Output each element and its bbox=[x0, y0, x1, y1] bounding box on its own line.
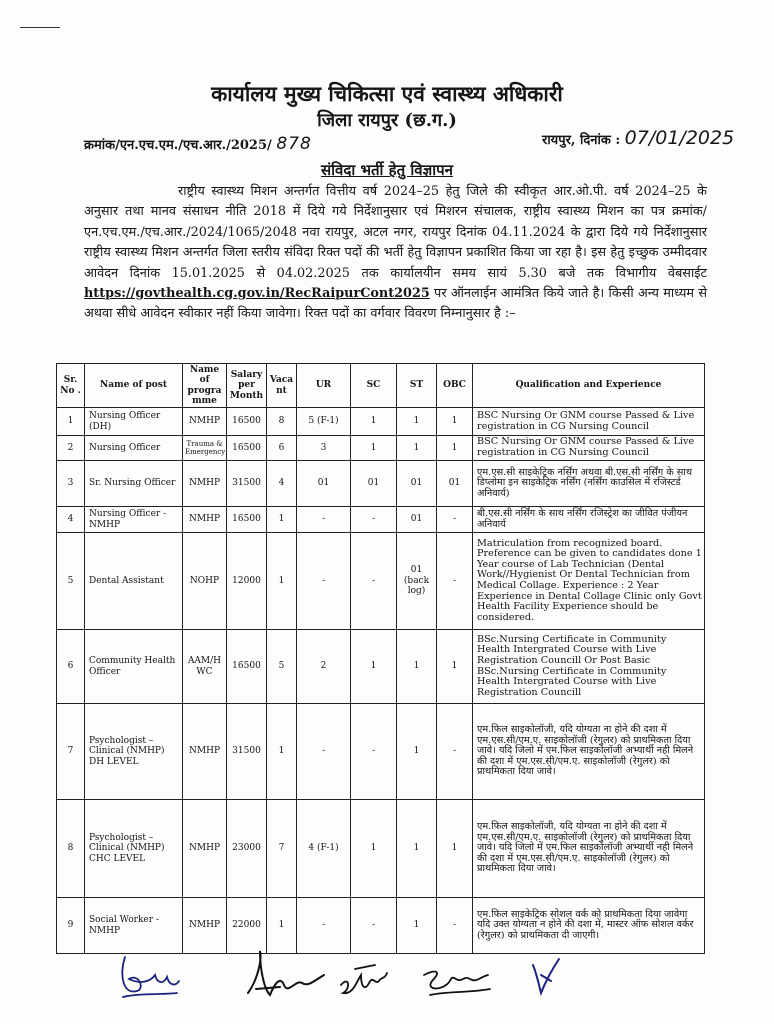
cell-ur: 3 bbox=[297, 436, 351, 461]
cell-post: Dental Assistant bbox=[85, 533, 183, 630]
col-header-sr: Sr. No . bbox=[57, 364, 85, 408]
col-header-ur: UR bbox=[297, 364, 351, 408]
cell-sc: - bbox=[351, 704, 397, 800]
cell-salary: 16500 bbox=[227, 630, 267, 704]
website-link[interactable]: https://govthealth.cg.gov.in/RecRaipurCont2025 bbox=[84, 286, 430, 302]
cell-sr: 9 bbox=[57, 898, 85, 954]
cell-qualification: BSC Nursing Or GNM course Passed & Live registration in CG Nursing Council bbox=[473, 436, 705, 461]
cell-st: 1 bbox=[397, 630, 437, 704]
table-row bbox=[57, 533, 705, 630]
cell-programme: NMHP bbox=[183, 800, 227, 898]
scan-mark bbox=[20, 27, 60, 28]
signature-2-icon bbox=[240, 945, 330, 1005]
signature-5-icon bbox=[525, 945, 565, 1005]
cell-sr: 6 bbox=[57, 630, 85, 704]
subject-heading bbox=[0, 160, 774, 180]
cell-qualification: एम.फिल साइकोलॉजी, यदि योग्यता ना होने की दशा में एम.एस.सी/एम.ए. साइकोलॉजी (रेगुलर) को प्राथमिकता दिया जावे। यदि जिलो में एम.फिल साइकोलॉजी अभ्यार्थी नही मिलने की दशा में एम.एस.सी/एम.ए. साइकोलॉजी (रेगुलर) को प्राथमिकता दिया जावे। bbox=[473, 704, 705, 800]
cell-st: 01 bbox=[397, 507, 437, 533]
cell-salary: 22000 bbox=[227, 898, 267, 954]
cell-salary: 12000 bbox=[227, 533, 267, 630]
cell-salary: 16500 bbox=[227, 436, 267, 461]
col-header-obc: OBC bbox=[437, 364, 473, 408]
cell-obc: 1 bbox=[437, 436, 473, 461]
cell-programme: NMHP bbox=[183, 461, 227, 507]
cell-qualification: Matriculation from recognized board. Preference can be given to candidates done 1 Year course of Lab Technician (Dental Work//Hygienist Or Dental Technician from Medical Collage. Experience : 2 Year Experience in Dental Collage Clinic only Govt Health Facility Experience should be considered. bbox=[473, 533, 705, 630]
cell-salary: 31500 bbox=[227, 704, 267, 800]
cell-st: 1 bbox=[397, 704, 437, 800]
cell-qualification: एम.फिल साइकेट्रिक सोशल वर्क को प्राथमिकता दिया जावेगा यदि उक्त योग्यता न होने की दशा में, मास्टर ऑफ सोशल वर्कर (रेगुलर) को प्राथमिकता दी जाएगी। bbox=[473, 898, 705, 954]
body-text-end: पर ऑनलाईन आमंत्रित किये जाते है। किसी अन्य माध्यम से अथवा सीधे आवेदन स्वीकार नहीं किया जावेगा। रिक्त पदों का वर्गवार विवरण निम्नानुसार है :– bbox=[84, 286, 707, 322]
place-date-label: रायपुर, दिनांक : bbox=[542, 133, 621, 148]
reference-label: क्रमांक/एन.एच.एम./एच.आर./2025/ bbox=[84, 138, 272, 153]
cell-sr: 8 bbox=[57, 800, 85, 898]
reference-number bbox=[84, 134, 312, 154]
handwritten-date: 07/01/2025 bbox=[624, 127, 735, 149]
cell-ur: - bbox=[297, 533, 351, 630]
vacancy-table bbox=[56, 363, 705, 954]
cell-programme: NOHP bbox=[183, 533, 227, 630]
office-title: कार्यालय मुख्य चिकित्सा एवं स्वास्थ्य अधिकारी bbox=[211, 81, 563, 106]
col-header-post: Name of post bbox=[85, 364, 183, 408]
cell-obc: 1 bbox=[437, 408, 473, 436]
signature-3-icon bbox=[335, 945, 390, 1005]
cell-ur: - bbox=[297, 898, 351, 954]
cell-vacant: 1 bbox=[267, 507, 297, 533]
cell-programme: NMHP bbox=[183, 507, 227, 533]
cell-programme: NMHP bbox=[183, 408, 227, 436]
col-header-salary: Salary per Month bbox=[227, 364, 267, 408]
cell-salary: 16500 bbox=[227, 507, 267, 533]
col-header-qualification: Qualification and Experience bbox=[473, 364, 705, 408]
cell-sr: 4 bbox=[57, 507, 85, 533]
body-paragraph bbox=[84, 182, 707, 325]
cell-post: Nursing Officer (DH) bbox=[85, 408, 183, 436]
cell-qualification: BSC Nursing Or GNM course Passed & Live registration in CG Nursing Council bbox=[473, 408, 705, 436]
cell-sr: 1 bbox=[57, 408, 85, 436]
table-row bbox=[57, 507, 705, 533]
cell-programme: Trauma & Emergency bbox=[183, 436, 227, 461]
cell-obc: - bbox=[437, 898, 473, 954]
table-row bbox=[57, 800, 705, 898]
table-row bbox=[57, 630, 705, 704]
signature-4-icon bbox=[418, 945, 498, 1005]
cell-sc: 01 bbox=[351, 461, 397, 507]
cell-salary: 23000 bbox=[227, 800, 267, 898]
col-header-programme: Name of progra mme bbox=[183, 364, 227, 408]
cell-post: Psychologist – Clinical (NMHP) DH LEVEL bbox=[85, 704, 183, 800]
cell-qualification: एम.एस.सी साइकेट्रिक नर्सिंग अथवा बी.एस.सी नर्सिंग के साथ डिप्लोमा इन साइकेट्रिक नर्सिंग (नर्सिंग काउसिल में रजिस्टर्ड अनिवार्य) bbox=[473, 461, 705, 507]
table-row bbox=[57, 408, 705, 436]
cell-st: 1 bbox=[397, 436, 437, 461]
cell-ur: - bbox=[297, 507, 351, 533]
cell-programme: NMHP bbox=[183, 704, 227, 800]
cell-st: 1 bbox=[397, 800, 437, 898]
cell-sc: - bbox=[351, 507, 397, 533]
cell-sr: 2 bbox=[57, 436, 85, 461]
cell-ur: 4 (F-1) bbox=[297, 800, 351, 898]
cell-sc: 1 bbox=[351, 630, 397, 704]
cell-post: Nursing Officer bbox=[85, 436, 183, 461]
cell-obc: - bbox=[437, 507, 473, 533]
cell-post: Community Health Officer bbox=[85, 630, 183, 704]
cell-sr: 7 bbox=[57, 704, 85, 800]
cell-programme: NMHP bbox=[183, 898, 227, 954]
cell-ur: 01 bbox=[297, 461, 351, 507]
table-row bbox=[57, 436, 705, 461]
cell-obc: 1 bbox=[437, 630, 473, 704]
table-header-row bbox=[57, 364, 705, 408]
cell-sc: 1 bbox=[351, 408, 397, 436]
cell-st: 01 bbox=[397, 461, 437, 507]
cell-obc: - bbox=[437, 533, 473, 630]
cell-post: Social Worker - NMHP bbox=[85, 898, 183, 954]
col-header-sc: SC bbox=[351, 364, 397, 408]
cell-obc: - bbox=[437, 704, 473, 800]
place-date bbox=[542, 127, 734, 149]
cell-post: Nursing Officer - NMHP bbox=[85, 507, 183, 533]
table-row bbox=[57, 461, 705, 507]
cell-vacant: 1 bbox=[267, 704, 297, 800]
cell-vacant: 8 bbox=[267, 408, 297, 436]
cell-ur: 5 (F-1) bbox=[297, 408, 351, 436]
cell-sc: 1 bbox=[351, 436, 397, 461]
col-header-vacant: Vaca nt bbox=[267, 364, 297, 408]
reference-handwritten-number: 878 bbox=[276, 134, 312, 154]
cell-sc: 1 bbox=[351, 800, 397, 898]
body-text: राष्ट्रीय स्वास्थ्य मिशन अन्तर्गत वित्तीय वर्ष 2024–25 हेतु जिले की स्वीकृत आर.ओ.पी. वर्ष 2024–25 के अनुसार तथा मानव संसाधन नीति 2018 में दिये गये निर्देशानुसार एवं मिशरन संचालक, राष्ट्रीय स्वास्थ्य मिशन का पत्र क्रमांक/एन.एच.एम./एच.आर./2024/1065/2048 नवा रायपुर, अटल नगर, रायपुर दिनांक 04.11.2024 के द्वारा दिये गये निर्देशानुसार राष्ट्रीय स्वास्थ्य मिशन अन्तर्गत जिला स्तरीय संविदा रिक्त पदों की भर्ती हेतु विज्ञापन प्रकाशित किया जा रहा है। इस हेतु इच्छुक उम्मीदवार आवेदन दिनांक 15.01.2025 से 04.02.2025 तक कार्यालयीन समय सायं 5.30 बजे तक विभागीय वेबसाईट bbox=[84, 184, 707, 281]
cell-st: 1 bbox=[397, 898, 437, 954]
cell-sr: 5 bbox=[57, 533, 85, 630]
cell-ur: - bbox=[297, 704, 351, 800]
cell-post: Psychologist – Clinical (NMHP) CHC LEVEL bbox=[85, 800, 183, 898]
cell-st: 01 (back log) bbox=[397, 533, 437, 630]
cell-ur: 2 bbox=[297, 630, 351, 704]
cell-st: 1 bbox=[397, 408, 437, 436]
table-row bbox=[57, 704, 705, 800]
subject-text: संविदा भर्ती हेतु विज्ञापन bbox=[321, 161, 453, 179]
cell-post: Sr. Nursing Officer bbox=[85, 461, 183, 507]
cell-vacant: 6 bbox=[267, 436, 297, 461]
cell-sc: - bbox=[351, 533, 397, 630]
cell-salary: 31500 bbox=[227, 461, 267, 507]
cell-sr: 3 bbox=[57, 461, 85, 507]
cell-qualification: बी.एस.सी नर्सिंग के साथ नर्सिंग रजिस्ट्रेश का जीवित पंजीयन अनिवार्य bbox=[473, 507, 705, 533]
cell-vacant: 4 bbox=[267, 461, 297, 507]
cell-obc: 1 bbox=[437, 800, 473, 898]
cell-vacant: 7 bbox=[267, 800, 297, 898]
col-header-st: ST bbox=[397, 364, 437, 408]
cell-vacant: 1 bbox=[267, 898, 297, 954]
cell-vacant: 5 bbox=[267, 630, 297, 704]
cell-programme: AAM/H WC bbox=[183, 630, 227, 704]
cell-vacant: 1 bbox=[267, 533, 297, 630]
signature-1-icon bbox=[115, 945, 185, 1005]
cell-sc: - bbox=[351, 898, 397, 954]
cell-salary: 16500 bbox=[227, 408, 267, 436]
cell-qualification: एम.फिल साइकोलॉजी, यदि योग्यता ना होने की दशा में एम.एस.सी/एम.ए. साइकोलॉजी (रेगुलर) को प्राथमिकता दिया जावे। यदि जिलो में एम.फिल साइकोलॉजी अभ्यार्थी नही मिलने की दशा में एम.एस.सी/एम.ए. साइकोलॉजी (रेगुलर) को प्राथमिकता दिया जावे। bbox=[473, 800, 705, 898]
cell-qualification: BSc.Nursing Certificate in Community Health Intergrated Course with Live Registration Councill Or Post Basic BSc.Nursing Certificate in Community Health Intergrated Course with Live Registration Councill bbox=[473, 630, 705, 704]
district-title: जिला रायपुर (छ.ग.) bbox=[317, 110, 457, 131]
cell-obc: 01 bbox=[437, 461, 473, 507]
